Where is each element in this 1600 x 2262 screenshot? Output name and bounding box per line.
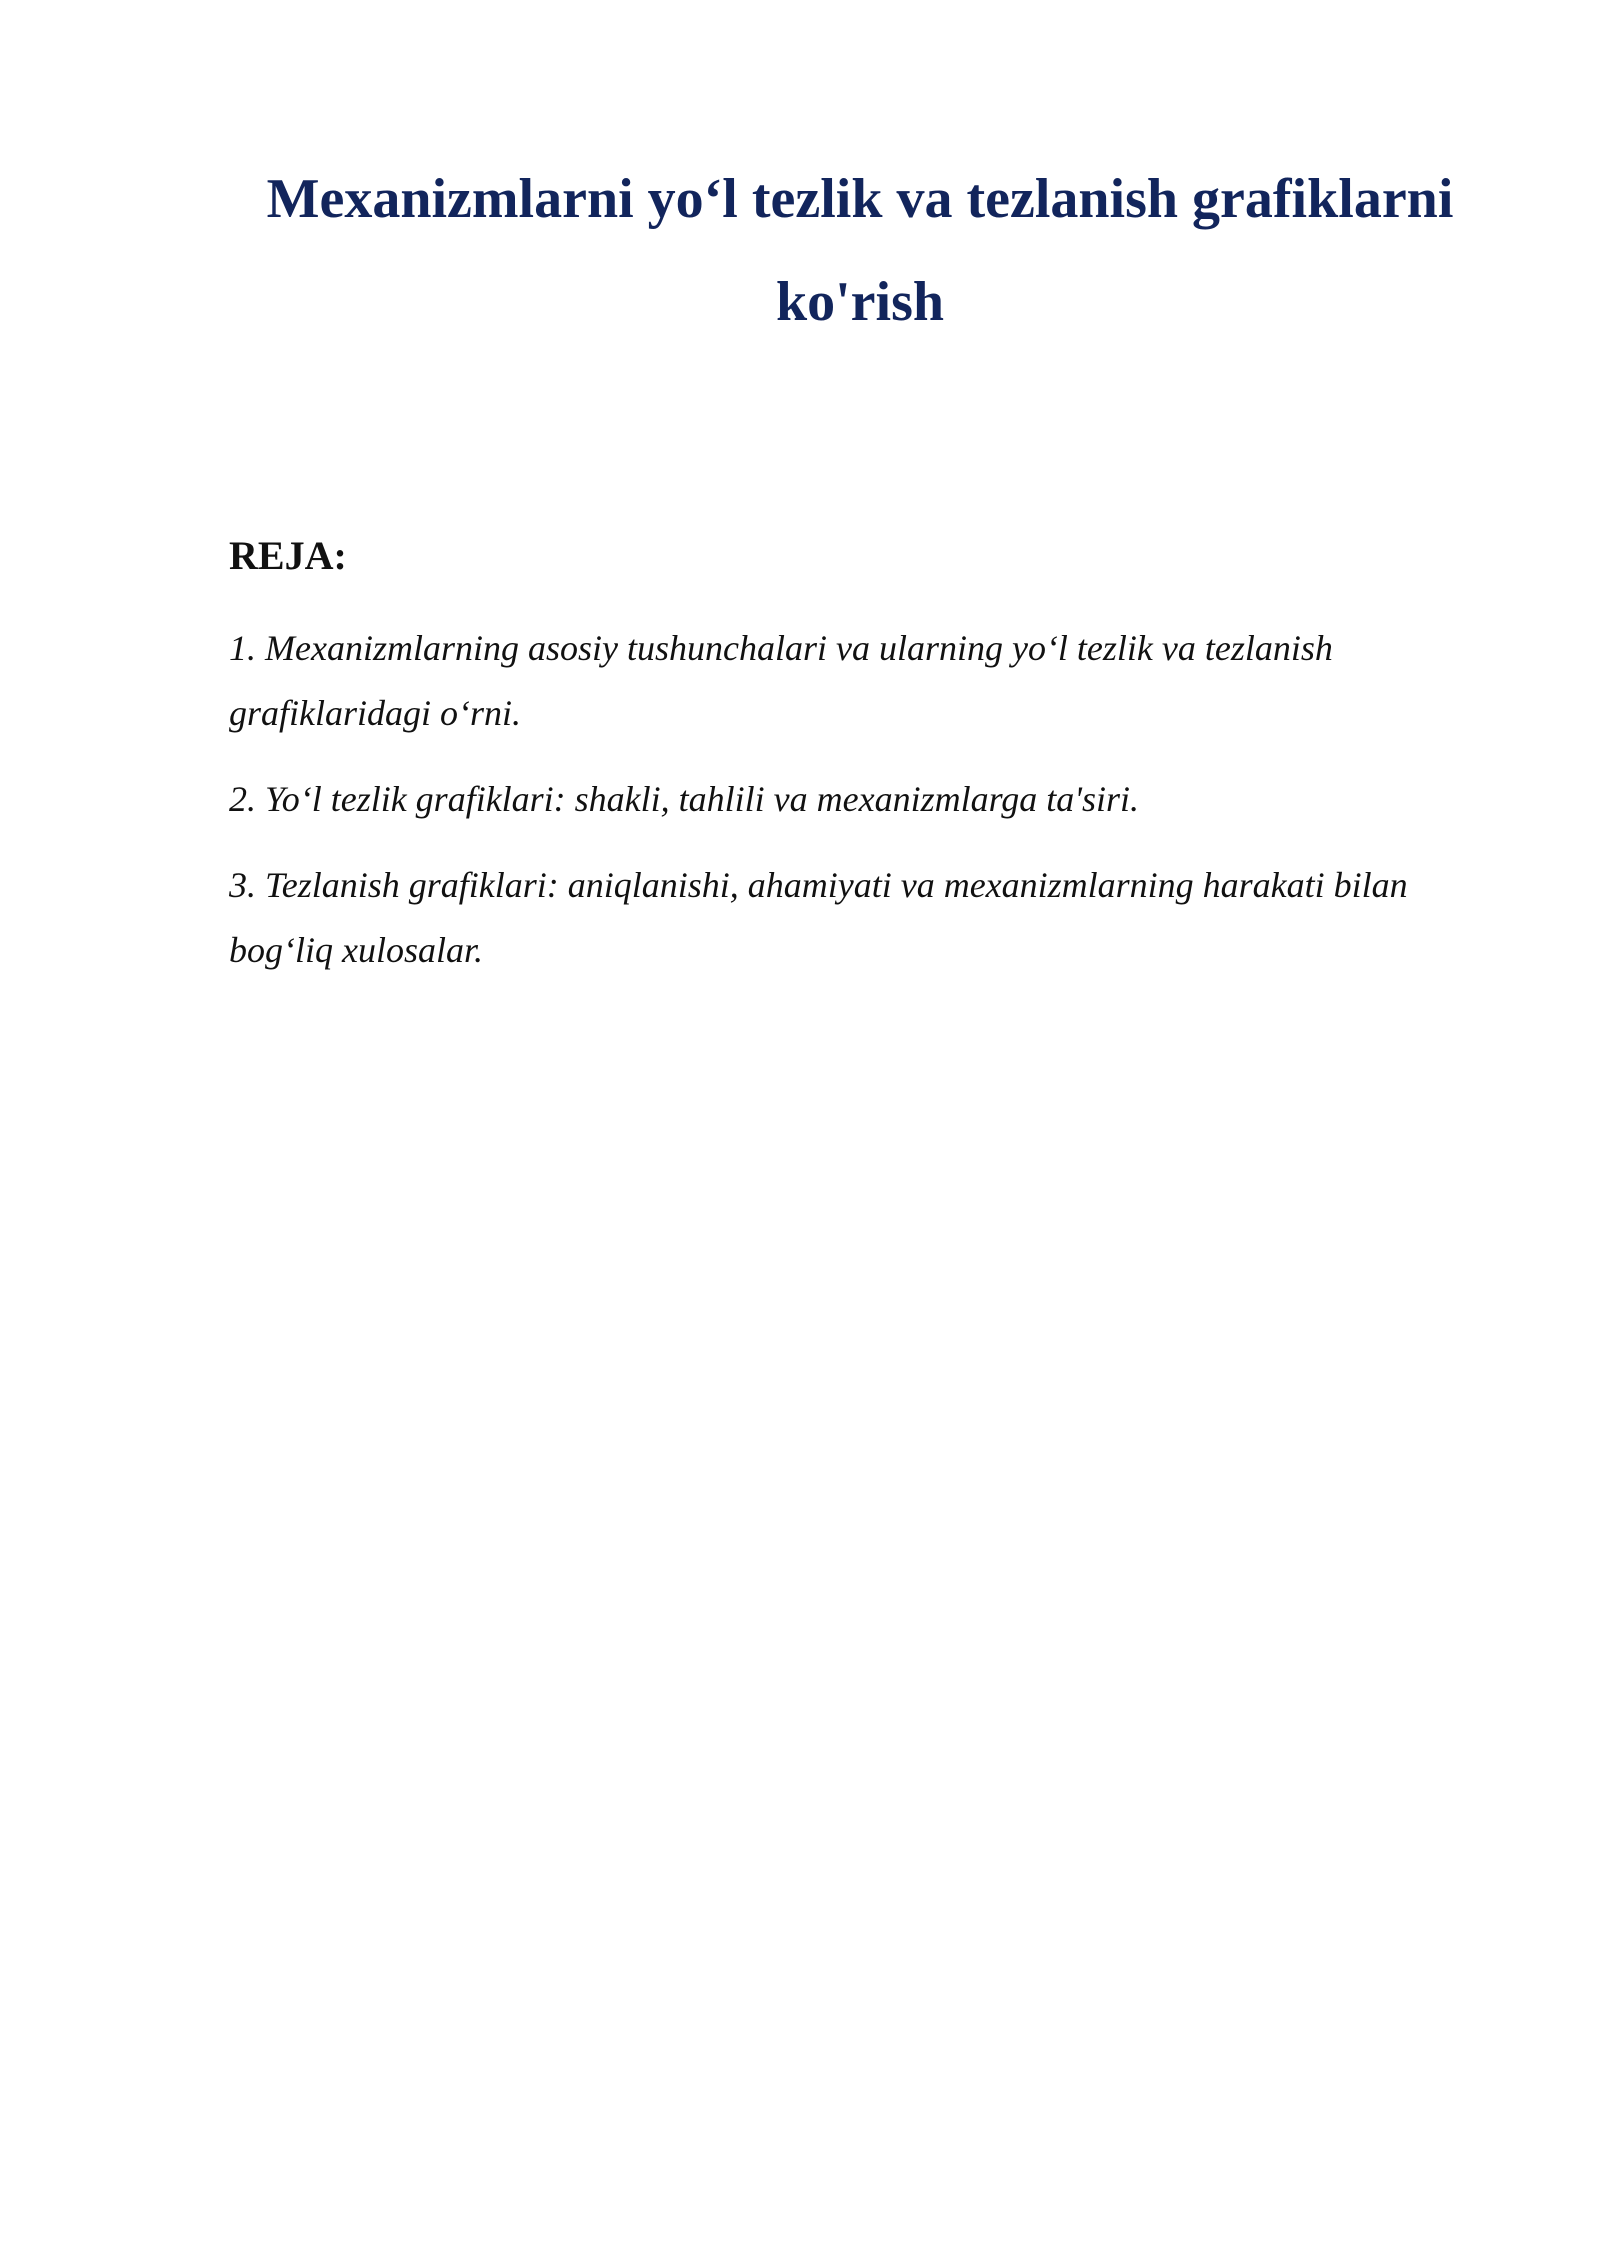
plan-item-2: 2. Yo‘l tezlik grafiklari: shakli, tahlili va mexanizmlarga ta'siri. — [229, 779, 1140, 819]
document-title: Mexanizmlarni yo‘l tezlik va tezlanish grafiklarni ko'rish — [266, 168, 1454, 333]
plan-list — [229, 616, 1495, 1004]
plan-heading: REJA: — [229, 533, 347, 578]
plan-item-3: 3. Tezlanish grafiklari: aniqlanishi, ahamiyati va mexanizmlarning harakati bilan bog‘liq xulosalar. — [229, 865, 1408, 970]
plan-item-1: 1. Mexanizmlarning asosiy tushunchalari va ularning yo‘l tezlik va tezlanish grafiklaridagi o‘rni. — [229, 628, 1333, 733]
